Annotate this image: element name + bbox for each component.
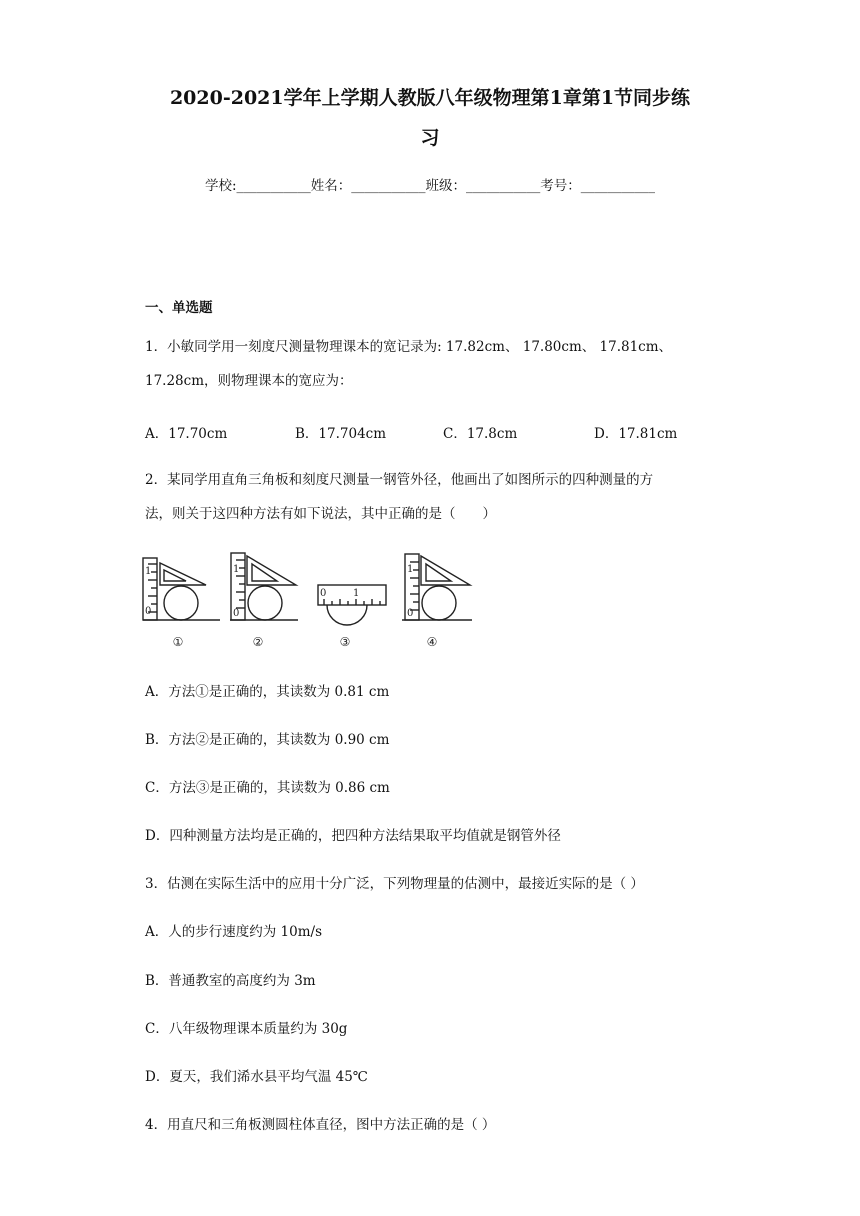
method-1-diagram <box>143 558 220 620</box>
question-1-stem <box>145 330 720 398</box>
title-line-1: 2020-2021学年上学期人教版八年级物理第1章第1节同步练 <box>169 87 691 109</box>
q3-option-b: B．普通教室的高度约为 3m <box>145 973 316 989</box>
q3-option-a: A．人的步行速度约为 10m/s <box>145 924 322 940</box>
method-3-label: ③ <box>339 635 351 649</box>
q3-option-c: C．八年级物理课本质量约为 30g <box>145 1021 348 1037</box>
q2-option-d: D．四种测量方法均是正确的，把四种方法结果取平均值就是钢管外径 <box>145 828 561 844</box>
method-2-mark-1: 1 <box>233 564 240 575</box>
method-2-diagram <box>230 553 298 620</box>
q2-option-c: C．方法③是正确的，其读数为 0.86 cm <box>145 780 390 796</box>
question-3-stem: 3．估测在实际生活中的应用十分广泛，下列物理量的估测中，最接近实际的是（ ） <box>145 876 644 892</box>
title-line-2: 习 <box>420 127 440 149</box>
method-1-mark-1: 1 <box>145 566 152 577</box>
method-3-diagram <box>318 585 386 625</box>
question-1-line-2: 17.28cm，则物理课本的宽应为： <box>145 373 353 389</box>
student-info-line: 学校:___________姓名：___________班级：___________考号：___________ <box>204 178 656 194</box>
q1-option-a: A．17.70cm <box>145 426 228 442</box>
document-title <box>120 78 740 158</box>
section-heading: 一、单选题 <box>145 300 213 316</box>
question-1-line-1: 1．小敏同学用一刻度尺测量物理课本的宽记录为: 17.82cm、 17.80cm、 17.81cm、 <box>145 339 673 355</box>
question-2-line-1: 2．某同学用直角三角板和刻度尺测量一钢管外径，他画出了如图所示的四种测量的方 <box>145 472 654 488</box>
method-1-label: ① <box>172 635 184 649</box>
method-4-label: ④ <box>426 635 438 649</box>
method-4-mark-0: 0 <box>407 608 414 619</box>
measurement-methods-figure <box>140 548 480 652</box>
q1-option-b: B．17.704cm <box>295 426 387 442</box>
q3-option-d: D．夏天，我们浠水县平均气温 45℃ <box>145 1069 368 1085</box>
method-2-mark-0: 0 <box>233 608 240 619</box>
question-2-stem <box>145 463 720 531</box>
method-4-mark-1: 1 <box>407 564 414 575</box>
q1-option-c: C．17.8cm <box>443 426 518 442</box>
method-1-mark-0: 0 <box>145 606 152 617</box>
question-4-stem: 4．用直尺和三角板测圆柱体直径，图中方法正确的是（ ） <box>145 1117 496 1133</box>
method-2-label: ② <box>252 635 264 649</box>
q1-option-d: D．17.81cm <box>594 426 678 442</box>
q2-option-a: A．方法①是正确的，其读数为 0.81 cm <box>145 684 390 700</box>
method-3-mark-1: 1 <box>353 588 360 599</box>
question-2-line-2: 法，则关于这四种方法有如下说法，其中正确的是（ ） <box>145 506 496 522</box>
q2-option-b: B．方法②是正确的，其读数为 0.90 cm <box>145 732 390 748</box>
method-3-mark-0: 0 <box>320 588 327 599</box>
